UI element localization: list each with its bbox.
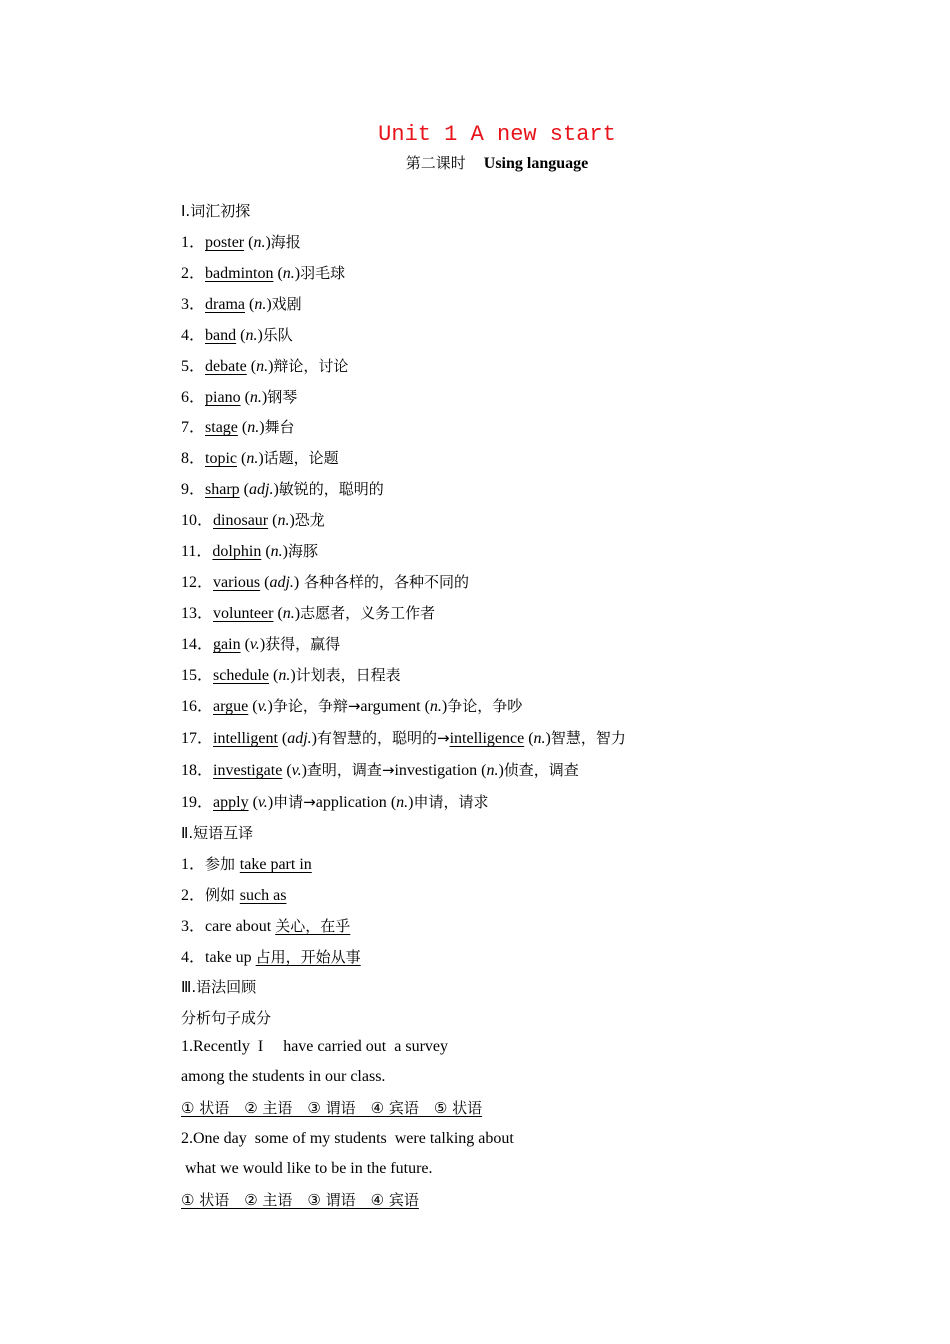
list-item: 3．care about 关心，在乎: [181, 917, 351, 935]
section-heading-grammar: Ⅲ.语法回顾: [181, 978, 257, 996]
list-item: 4．band (n.)乐队: [181, 326, 293, 344]
list-item: 17．intelligent (adj.)有智慧的，聪明的→intelligence (n.)智慧，智力: [181, 729, 626, 747]
list-item: 1．poster (n.)海报: [181, 233, 301, 251]
section-heading-phrases: Ⅱ.短语互译: [181, 824, 254, 842]
list-item: 15．schedule (n.)计划表，日程表: [181, 666, 401, 684]
list-item: 11．dolphin (n.)海豚: [181, 542, 318, 560]
list-item: 8．topic (n.)话题，论题: [181, 449, 339, 467]
list-item: 3．drama (n.)戏剧: [181, 295, 302, 313]
list-item: 4．take up 占用，开始从事: [181, 948, 361, 966]
lesson-label-cn: 第二课时: [405, 154, 466, 172]
list-item: 9．sharp (adj.)敏锐的，聪明的: [181, 480, 384, 498]
lesson-label-en: Using language: [483, 155, 589, 172]
section-heading-vocabulary: Ⅰ.词汇初探: [181, 202, 251, 220]
sentence-1-line-1: 1.Recently I have carried out a survey: [181, 1038, 449, 1055]
list-item: 14．gain (v.)获得，赢得: [181, 635, 341, 653]
list-item: 19．apply (v.)申请→application (n.)申请，请求: [181, 793, 489, 811]
list-item: 18．investigate (v.)查明，调查→investigation (n.)侦查，调查: [181, 761, 579, 779]
list-item: 16．argue (v.)争论，争辩→argument (n.)争论，争吵: [181, 697, 523, 715]
list-item: 5．debate (n.)辩论，讨论: [181, 357, 349, 375]
list-item: 2．例如 such as: [181, 886, 287, 904]
list-item: 6．piano (n.)钢琴: [181, 388, 298, 406]
sentence-2-line-1: 2.One day some of my students were talking about: [181, 1130, 514, 1147]
sentence-2-answer: ① 状语 ② 主语 ③ 谓语 ④ 宾语: [181, 1191, 419, 1209]
sentence-1-answer: ① 状语 ② 主语 ③ 谓语 ④ 宾语 ⑤ 状语: [181, 1099, 483, 1117]
page-title: Unit 1 A new start: [378, 122, 616, 147]
sentence-2-line-2: what we would like to be in the future.: [181, 1160, 433, 1177]
list-item: 13．volunteer (n.)志愿者，义务工作者: [181, 604, 436, 622]
list-item: 10．dinosaur (n.)恐龙: [181, 511, 325, 529]
sentence-1-line-2: among the students in our class.: [181, 1068, 386, 1085]
list-item: 2．badminton (n.)羽毛球: [181, 264, 346, 282]
list-item: 1．参加 take part in: [181, 855, 312, 873]
lesson-subtitle: [0, 152, 950, 173]
list-item: 12．various (adj.) 各种各样的，各种不同的: [181, 573, 470, 591]
list-item: 7．stage (n.)舞台: [181, 418, 295, 436]
grammar-intro: 分析句子成分: [181, 1009, 272, 1027]
